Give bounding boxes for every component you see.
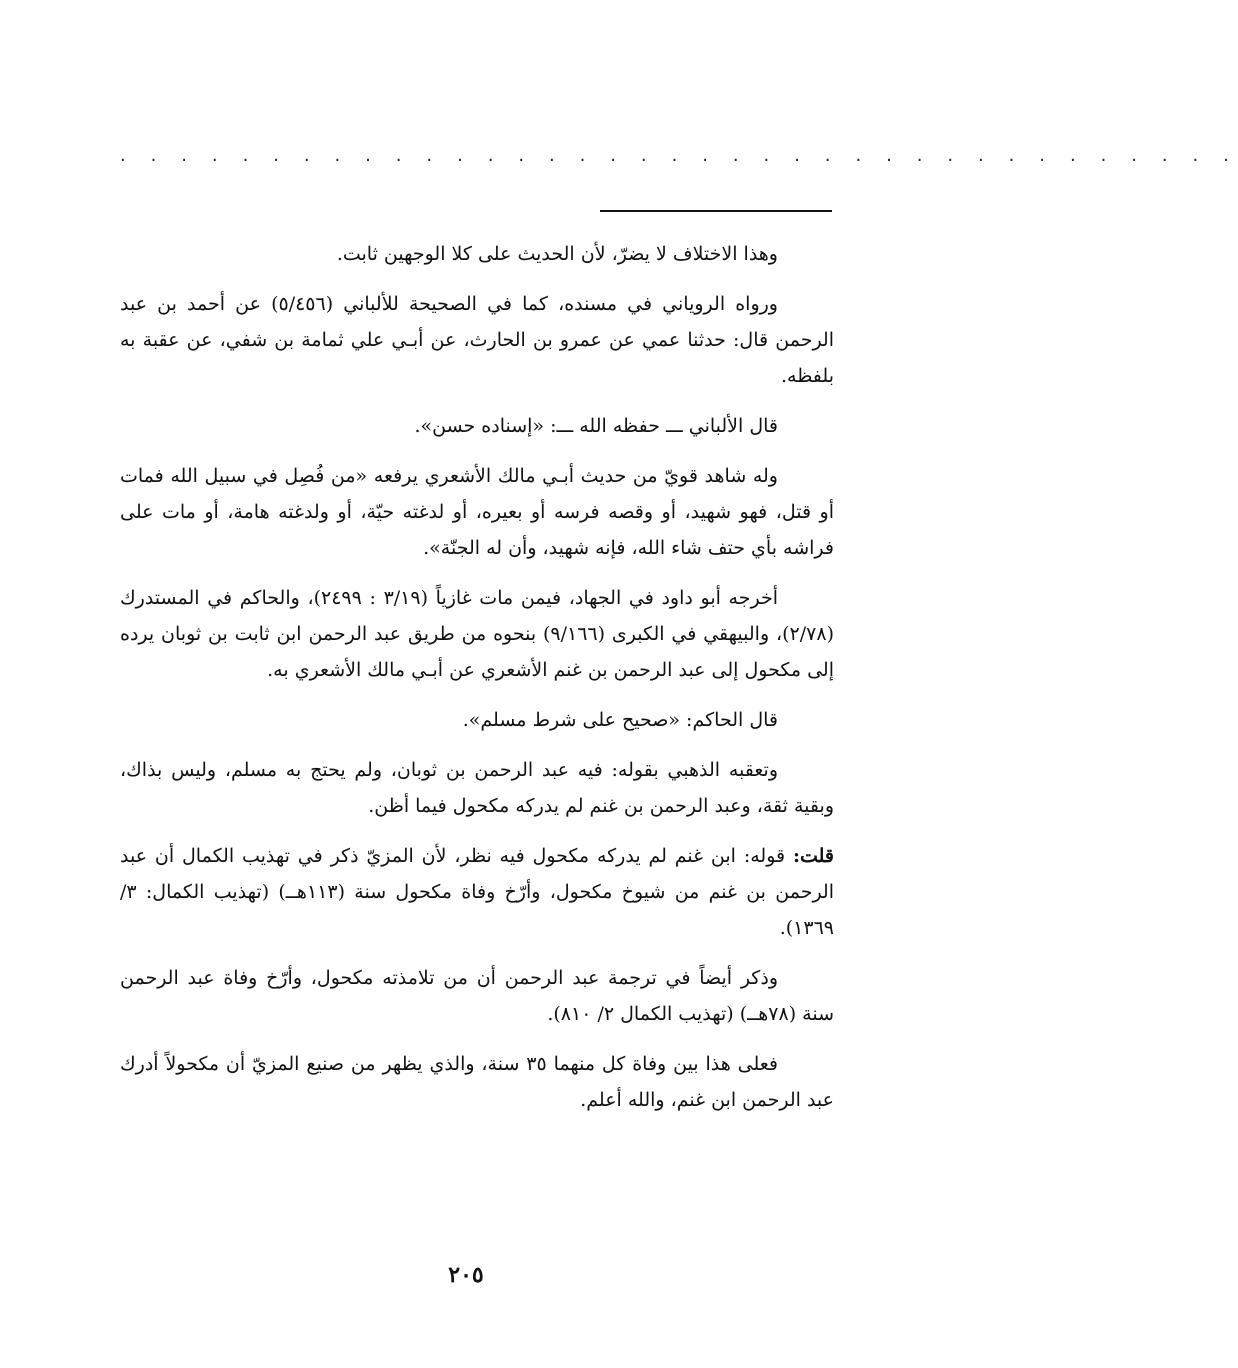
dotted-separator: . . . . . . . . . . . . . . . . . . . . . . . . . . . . . . . . . . . . .: [120, 145, 1238, 166]
paragraph-1: وهذا الاختلاف لا يضرّ، لأن الحديث على كلا الوجهين ثابت.: [336, 243, 778, 265]
page-number: ٢٠٥: [448, 1262, 484, 1288]
paragraph-8: وذكر أيضاً في ترجمة عبد الرحمن أن من تلامذته مكحول، وأرّخ وفاة عبد الرحمن سنة (٧٨هــ) (تهذيب الكمال ٢/ ٨١٠).: [120, 967, 834, 1025]
paragraph-7: وتعقبه الذهبي بقوله: فيه عبد الرحمن بن ثوبان، ولم يحتج به مسلم، وليس بذاك، وبقية ثقة، وعبد الرحمن بن غنم لم يدركه مكحول فيما أظن.: [120, 759, 834, 817]
paragraph-2: ورواه الروياني في مسنده، كما في الصحيحة للألباني (٥/٤٥٦) عن أحمد بن عبد الرحمن قال: حدثنا عمي عن عمرو بن الحارث، عن أبـي علي ثمامة بن شفي، عن عقبة به بلفظه.: [120, 293, 834, 387]
note-text: قوله: ابن غنم لم يدركه مكحول فيه نظر، لأن المزيّ ذكر في تهذيب الكمال أن عبد الرحمن بن غنم من شيوخ مكحول، وأرّخ وفاة مكحول سنة (١١٣هــ) (تهذيب الكمال: ٣/ ١٣٦٩).: [120, 845, 834, 939]
paragraph-4: وله شاهد قويّ من حديث أبـي مالك الأشعري يرفعه «من فُصِل في سبيل الله فمات أو قتل، فهو شهيد، أو وقصه فرسه أو بعيره، أو لدغته حيّة، أو ولدغته هامة، أو مات على فراشه بأي حتف شاء الله، فإنه شهيد، وأن له الجنّة».: [120, 465, 834, 559]
body-text: [120, 236, 834, 1132]
paragraph-9: فعلى هذا بين وفاة كل منهما ٣٥ سنة، والذي يظهر من صنيع المزيّ أن مكحولاً أدرك عبد الرحمن ابن غنم، والله أعلم.: [120, 1053, 834, 1111]
footnote-rule: [600, 210, 832, 212]
paragraph-6: قال الحاكم: «صحيح على شرط مسلم».: [462, 709, 778, 731]
note-label: قلت:: [792, 845, 834, 867]
paragraph-5: أخرجه أبو داود في الجهاد، فيمن مات غازياً (٣/١٩ : ٢٤٩٩)، والحاكم في المستدرك (٢/٧٨)، والبيهقي في الكبرى (٩/١٦٦) بنحوه من طريق عبد الرحمن ابن ثابت بن ثوبان يرده إلى مكحول إلى عبد الرحمن بن غنم الأشعري عن أبـي مالك الأشعري به.: [120, 587, 834, 681]
paragraph-3: قال الألباني ـــ حفظه الله ـــ: «إسناده حسن».: [414, 415, 778, 437]
note-paragraph: [120, 838, 834, 946]
